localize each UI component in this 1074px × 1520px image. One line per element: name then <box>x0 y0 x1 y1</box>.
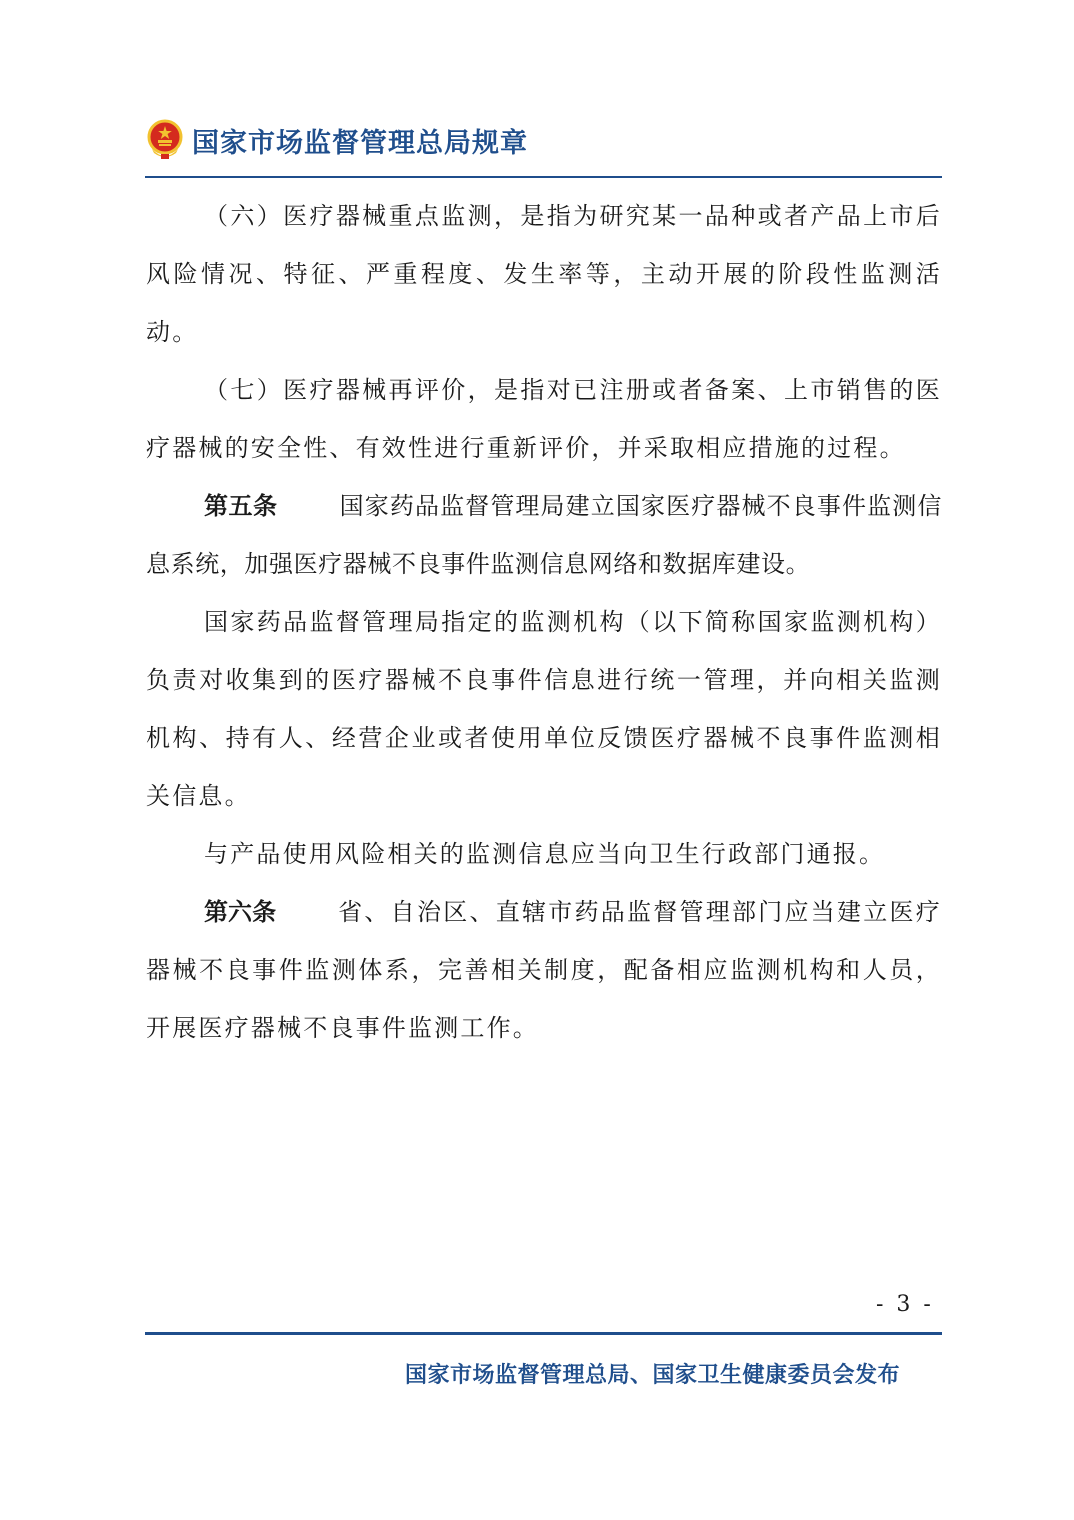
paragraph-item-6: （六）医疗器械重点监测，是指为研究某一品种或者产品上市后风险情况、特征、严重程度、发生率等，主动开展的阶段性监测活动。 <box>146 202 942 346</box>
article-6 <box>146 883 942 1057</box>
paragraph-monitoring-agency: 国家药品监督管理局指定的监测机构（以下简称国家监测机构）负责对收集到的医疗器械不良事件信息进行统一管理，并向相关监测机构、持有人、经营企业或者使用单位反馈医疗器械不良事件监测相关信息。 <box>146 608 942 810</box>
header-title: 国家市场监督管理总局规章 <box>192 127 528 159</box>
header-divider <box>145 176 942 178</box>
national-emblem-icon <box>146 119 184 161</box>
footer-divider <box>145 1332 942 1335</box>
article-6-text: 省、自治区、直辖市药品监督管理部门应当建立医疗器械不良事件监测体系，完善相关制度，配备相应监测机构和人员，开展医疗器械不良事件监测工作。 <box>146 898 942 1042</box>
article-5 <box>146 477 942 593</box>
paragraph-item-7: （七）医疗器械再评价，是指对已注册或者备案、上市销售的医疗器械的安全性、有效性进行重新评价，并采取相应措施的过程。 <box>146 376 942 462</box>
document-body <box>146 187 942 1057</box>
paragraph-report-to-health: 与产品使用风险相关的监测信息应当向卫生行政部门通报。 <box>204 840 886 868</box>
footer-publisher: 国家市场监督管理总局、国家卫生健康委员会发布 <box>404 1363 900 1388</box>
page-header <box>146 112 528 168</box>
article-5-label: 第五条 <box>204 492 278 520</box>
article-6-label: 第六条 <box>204 898 277 926</box>
page-number: - 3 - <box>876 1292 934 1317</box>
article-5-text: 国家药品监督管理局建立国家医疗器械不良事件监测信息系统，加强医疗器械不良事件监测信息网络和数据库建设。 <box>146 492 943 578</box>
